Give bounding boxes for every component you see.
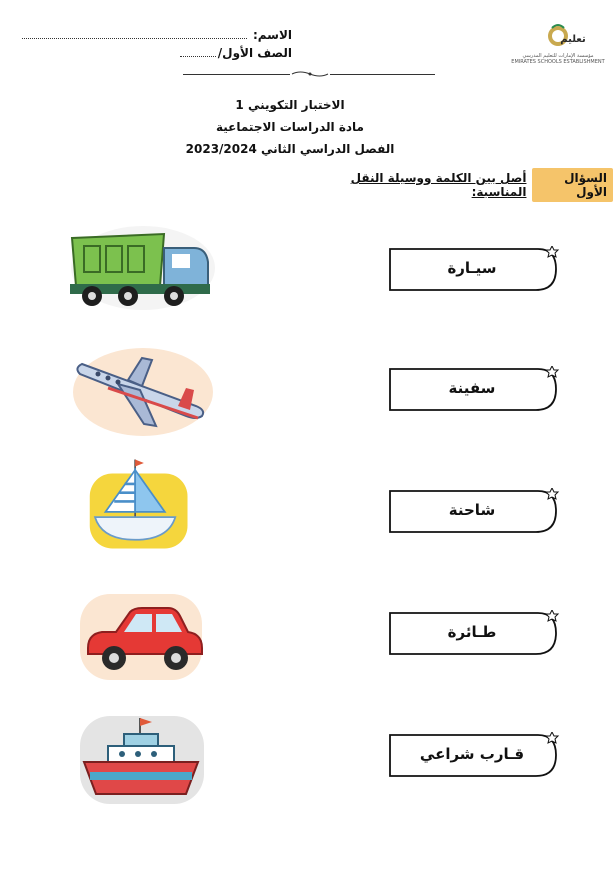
logo-brand: تعليم [560,34,586,45]
airplane-icon[interactable] [68,344,218,440]
grade-label: الصف الأول/ [217,46,292,60]
logo-line2: EMIRATES SCHOOLS ESTABLISHMENT [511,59,605,65]
question-label: السؤال الأول [532,168,613,202]
word-label: قـارب شراعي [419,745,525,763]
word-box-3[interactable] [388,488,560,534]
title-line2: مادة الدراسات الاجتماعية [216,120,364,134]
title-line3: الفصل الدراسي الثاني 2023/2024 [185,142,395,156]
name-field [20,28,292,42]
ship-icon[interactable] [68,712,218,808]
divider-ornament-icon [290,70,330,78]
sailboat-icon[interactable] [68,456,218,552]
question-heading [320,171,613,199]
question-text: أصل بين الكلمة ووسيلة النقل المناسبة: [350,171,527,199]
word-label: سفينة [448,379,496,397]
title-line1: الاختبار التكويني 1 [235,98,345,112]
name-label: الاسم: [252,28,292,42]
school-logo [508,22,608,65]
word-box-2[interactable] [388,366,560,412]
title-block [150,94,430,160]
word-label: شاحنة [448,501,496,519]
name-blank[interactable] [22,28,247,39]
word-box-5[interactable] [388,732,560,778]
word-label: طـائرة [447,623,497,641]
word-box-1[interactable] [388,246,560,292]
grade-blank[interactable] [180,46,216,57]
truck-icon[interactable] [68,218,218,314]
logo-line1: مؤسسة الإمارات للتعليم المدرسي [522,53,594,59]
grade-field [150,46,292,60]
car-icon[interactable] [68,588,218,684]
word-box-4[interactable] [388,610,560,656]
word-label: سيـارة [447,259,497,277]
